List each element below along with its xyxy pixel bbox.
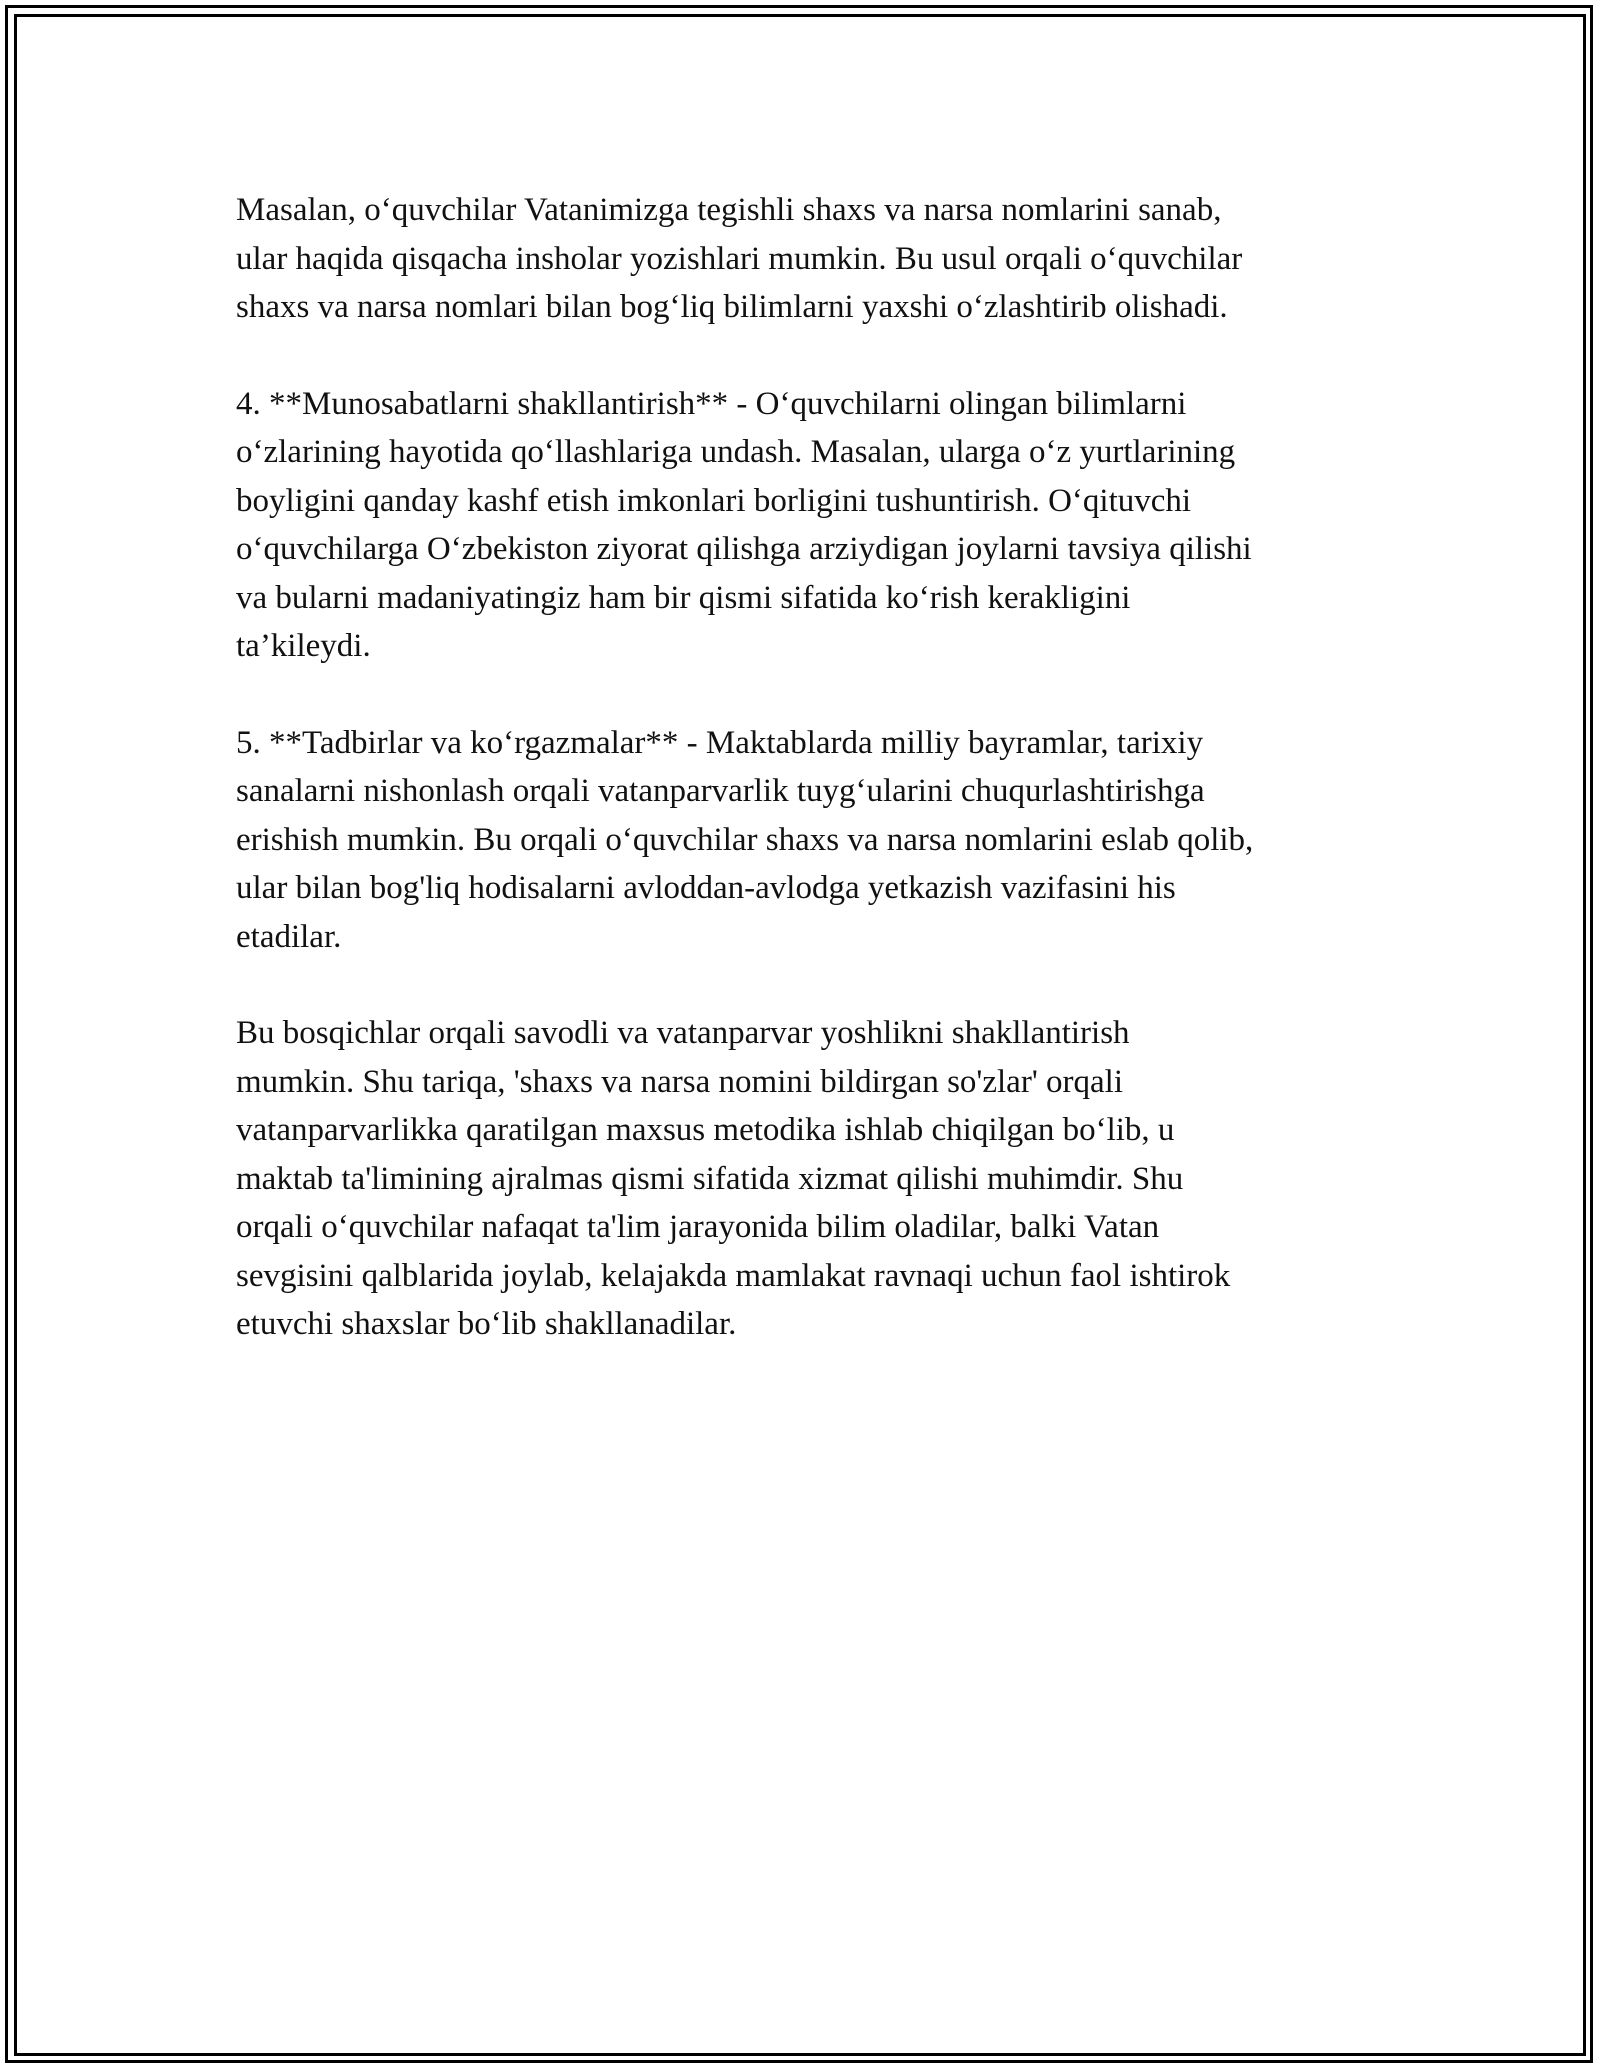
paragraph-step-5-events: 5. **Tadbirlar va ko‘rgazmalar** - Maktablarda milliy bayramlar, tarixiy sanalarni nishonlash orqali vatanparvarlik tuyg‘ularini chuqurlashtirishga erishish mumkin. Bu orqali o‘quvchilar shaxs va narsa nomlarini eslab qolib, ular bilan bog'liq hodisalarni avloddan-avlodga yetkazish vazifasini his etadilar.	[236, 724, 1254, 955]
paragraph-step-4-relations: 4. **Munosabatlarni shakllantirish** - O‘quvchilarni olingan bilimlarni o‘zlarining hayotida qo‘llashlariga undash. Masalan, ularga o‘z yurtlarining boyligini qanday kashf etish imkonlari borligini tushuntirish. O‘qituvchi o‘quvchilarga O‘zbekiston ziyorat qilishga arziydigan joylarni tavsiya qilishi va bularni madaniyatingiz ham bir qismi sifatida ko‘rish kerakligini ta’kileydi.	[236, 385, 1252, 664]
document-body	[236, 186, 1386, 1397]
paragraph-conclusion: Bu bosqichlar orqali savodli va vatanparvar yoshlikni shakllantirish mumkin. Shu tariqa, 'shaxs va narsa nomini bildirgan so'zlar' orqali vatanparvarlikka qaratilgan maxsus metodika ishlab chiqilgan bo‘lib, u maktab ta'limining ajralmas qismi sifatida xizmat qilishi muhimdir. Shu orqali o‘quvchilar nafaqat ta'lim jarayonida bilim oladilar, balki Vatan sevgisini qalblarida joylab, kelajakda mamlakat ravnaqi uchun faol ishtirok etuvchi shaxslar bo‘lib shakllanadilar.	[236, 1015, 1231, 1342]
paragraph-intro-example: Masalan, o‘quvchilar Vatanimizga tegishli shaxs va narsa nomlarini sanab, ular haqida qisqacha insholar yozishlari mumkin. Bu usul orqali o‘quvchilar shaxs va narsa nomlari bilan bog‘liq bilimlarni yaxshi o‘zlashtirib olishadi.	[236, 192, 1243, 325]
